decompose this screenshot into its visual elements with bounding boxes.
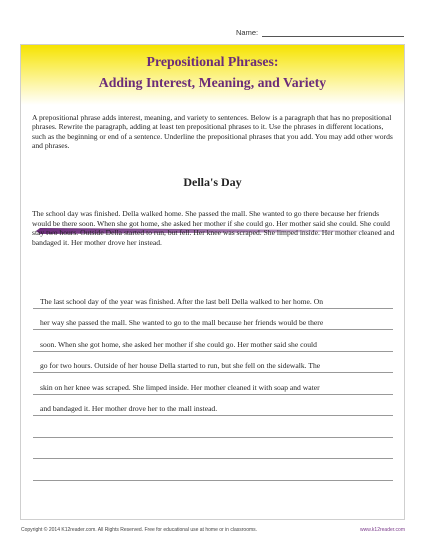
answer-line[interactable] bbox=[33, 395, 393, 417]
answer-line-text: her way she passed the mall. She wanted to go to the mall because her friends would be there bbox=[40, 318, 324, 327]
website-link[interactable]: www.k12reader.com bbox=[359, 527, 405, 533]
answer-line-text: skin on her knee was scraped. She limped inside. Her mother cleaned it with soap and water bbox=[40, 382, 320, 392]
answer-line-text: go for two hours. Outside of her house Della started to run, but she fell on the sidewalk. The bbox=[40, 361, 321, 370]
name-field[interactable] bbox=[236, 25, 404, 37]
instructions-paragraph: A prepositional phrase adds interest, meaning, and variety to sentences. Below is a paragraph that has no prepositional phrases. Rewrite the paragraph, adding at least ten prepositional phrases to it. Use the phrases in different locations, such as the beginning or end of a sentence. Underline the prepositional phrases that you add. You may add other words and phrases. bbox=[32, 113, 393, 150]
answer-line-text: and bandaged it. Her mother drove her to the mall instead. bbox=[40, 404, 218, 413]
worksheet-title-line-1: Prepositional Phrases: bbox=[146, 54, 279, 69]
answer-line[interactable] bbox=[33, 373, 393, 395]
answer-lines[interactable] bbox=[33, 287, 393, 481]
answer-line[interactable] bbox=[33, 438, 393, 460]
answer-line[interactable] bbox=[33, 459, 393, 481]
answer-line[interactable] bbox=[33, 330, 393, 352]
worksheet-card bbox=[20, 44, 405, 520]
copyright-text: Copyright © 2014 K12reader.com. All Rights Reserved. Free for educational use at home or in classrooms. bbox=[21, 527, 258, 533]
answer-line-text: soon. When she got home, she asked her mother if she could go. Her mother said she could bbox=[40, 339, 317, 349]
answer-line[interactable] bbox=[33, 416, 393, 438]
story-title: Della's Day bbox=[183, 175, 242, 189]
worksheet-title-line-2: Adding Interest, Meaning, and Variety bbox=[98, 75, 327, 90]
answer-line[interactable] bbox=[33, 352, 393, 374]
answer-line-text: The last school day of the year was finished. After the last bell Della walked to her home. On bbox=[40, 296, 323, 306]
answer-line[interactable] bbox=[33, 309, 393, 331]
answer-line[interactable] bbox=[33, 287, 393, 309]
story-paragraph: The school day was finished. Della walked home. She passed the mall. She wanted to go there because her friends would be there soon. When she got home, she asked her mother if she could go. Her mother said she could. She could stay two hours. Outside Della started to run, but fell. Her knee was scraped. She limped inside. Her mother cleaned and bandaged it. Her mother drove her instead. bbox=[32, 209, 395, 247]
name-input-line[interactable] bbox=[262, 28, 404, 37]
name-label: Name: bbox=[236, 28, 259, 37]
